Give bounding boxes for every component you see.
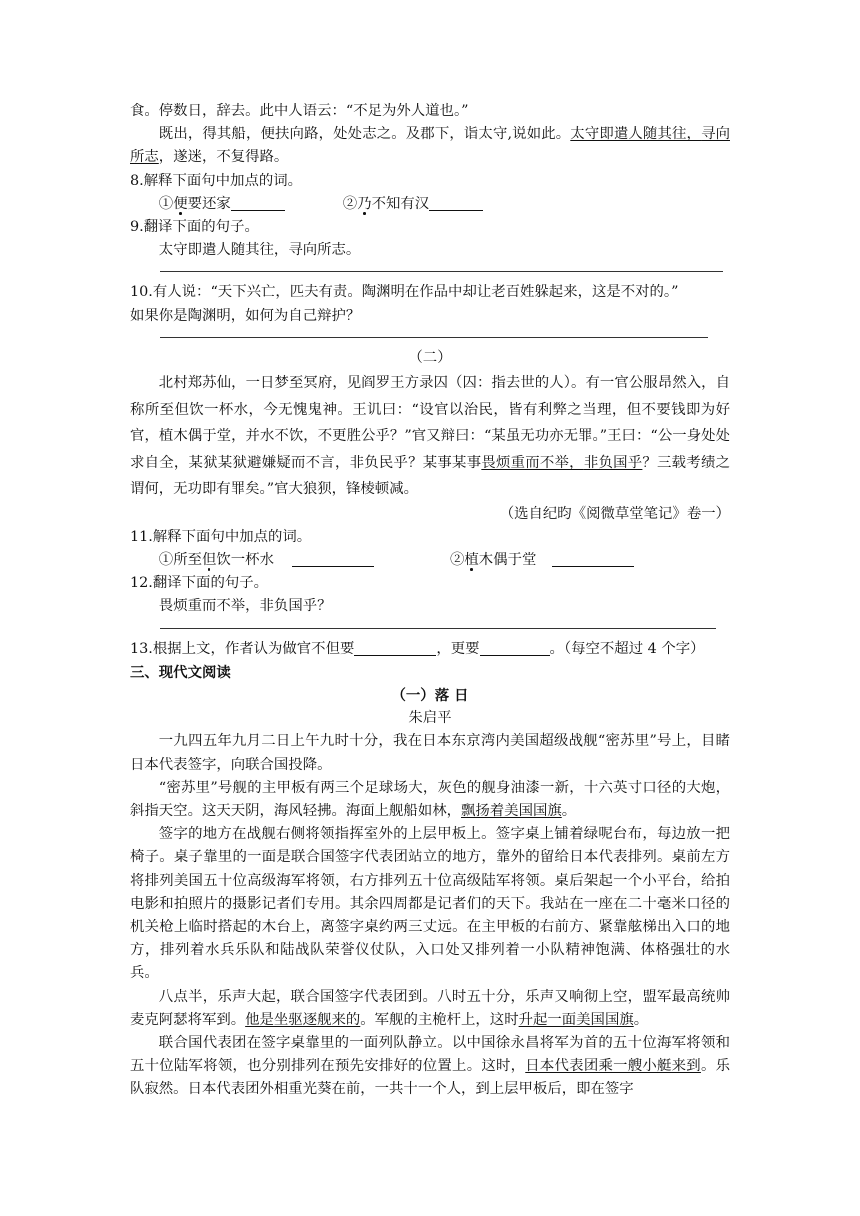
question-11: 11.解释下面句中加点的词。 xyxy=(130,528,312,545)
item-text: 木偶于堂 xyxy=(478,551,537,568)
text-span: ，遂迷，不复得路。 xyxy=(158,149,289,166)
passage-2 xyxy=(130,370,730,503)
underlined-text: 太守即遣人随其往， xyxy=(570,126,702,143)
answer-line[interactable] xyxy=(160,337,708,338)
question-10: 10.有人说：“天下兴亡，匹夫有责。陶渊明在作品中却让老百姓躲起来，这是不对的。” xyxy=(130,284,679,301)
question-13 xyxy=(130,638,730,661)
underlined-text: 畏烦重而不举， xyxy=(481,454,584,471)
text-span: 北村郑苏仙，一日梦至冥府，见阎罗王方录囚（囚：指去世的人）。有一官公服昂然入，自称所至但饮一杯水，今无愧鬼神。王讥曰：“设官以治民，皆有利弊之当理，但不要钱即为好官，植木偶于堂，并水不饮，不更胜公乎？”官又辩曰：“某虽无功亦无罪。”王曰：“公一身处处求自全，某狱某狱避嫌疑而不言，非负民乎？某事某事 xyxy=(130,375,730,471)
item-text: 不知有汉 xyxy=(371,195,430,212)
question-12-sentence: 畏烦重而不举，非负国乎？ xyxy=(158,598,332,615)
item-number: ② xyxy=(342,195,358,212)
text-span: 。 xyxy=(633,1011,649,1028)
answer-line[interactable] xyxy=(160,628,716,629)
item-number: ② xyxy=(449,551,465,568)
dotted-word: 便 xyxy=(173,195,188,212)
question-8-items xyxy=(130,193,730,216)
question-9-sentence: 太守即遣人随其往，寻向所志。 xyxy=(158,242,361,259)
answer-blank[interactable] xyxy=(429,195,483,210)
text-span: “密苏里”号舰的主甲板有两三个足球场大，灰色的舰身油漆一新，十六英寸口径的大炮，斜指天空。这天天阴，海风轻拂。海面上舰船如林， xyxy=(130,779,730,819)
underlined-text: 飘扬着美国国旗 xyxy=(461,802,562,819)
item-text: ①所至 xyxy=(158,551,202,568)
text-span: ？三载考绩之谓何，无功即有罪矣。”官大狼狈，锋棱顿减。 xyxy=(130,454,730,498)
text-span: 。军舰的主桅杆上，这时 xyxy=(360,1011,519,1028)
underlined-text: 日本代表团乘一艘小艇来到 xyxy=(525,1058,701,1075)
document-page xyxy=(130,100,730,1102)
question-9: 9.翻译下面的句子。 xyxy=(130,219,259,236)
text-span: 。（每空不超过 4 个字） xyxy=(549,640,705,657)
answer-blank[interactable] xyxy=(292,552,374,567)
text-span: 13.根据上文，作者认为做官不但要 xyxy=(130,640,355,657)
article-paragraph: 签字的地方在战舰右侧将领指挥室外的上层甲板上。签字桌上铺着绿呢台布，每边放一把椅子。桌子靠里的一面是联合国签字代表团站立的地方，靠外的留给日本代表排列。桌前左方将排列美国五十位高级海军将领，右方排列五十位高级陆军将领。桌后架起一个小平台，给拍电影和拍照片的摄影记者们专用。其余四周都是记者们的天下。我站在一座在二十毫米口径的机关枪上临时搭起的木台上，离签字桌约两三丈远。在主甲板的右前方、紧靠舷梯出入口的地方，排列着水兵乐队和陆战队荣誉仪仗队，入口处又排列着一小队精神饱满、体格强壮的水兵。 xyxy=(130,826,730,982)
article-title: （一）落 日 xyxy=(391,686,469,704)
answer-blank[interactable] xyxy=(354,640,436,655)
passage-text: 食。停数日，辞去。此中人语云：“不足为外人道也。” xyxy=(130,103,469,119)
text-span: 既出，得其船，便扶向路，处处志之。及郡下，诣太守,说如此。 xyxy=(158,126,571,143)
article-paragraph: 一九四五年九月二日上午九时十分，我在日本东京湾内美国超级战舰“密苏里”号上，目睹日本代表签字，向联合国投降。 xyxy=(130,733,730,773)
underlined-text: 升起一面美国国旗 xyxy=(518,1011,634,1028)
underlined-text: 他是坐驱逐舰来的 xyxy=(245,1011,361,1028)
article-author: 朱启平 xyxy=(408,710,452,727)
question-8: 8.解释下面句中加点的词。 xyxy=(130,172,303,189)
article-paragraph xyxy=(130,1032,730,1102)
article-paragraph xyxy=(130,986,730,1032)
dotted-word: 植 xyxy=(464,551,479,568)
section-3-heading: 三、现代文阅读 xyxy=(130,663,231,681)
item-number: ① xyxy=(158,195,174,212)
text-span: 八点半，乐声大起，联合国签字代表团到。八时五十分，乐声又响彻上空，盟军最高统帅麦克阿瑟将军到。 xyxy=(130,988,730,1028)
text-span: 。 xyxy=(561,802,577,819)
text-span: 。乐队寂然。日本代表团外相重光葵在前，一共十一个人，到上层甲板后，即在签字 xyxy=(130,1058,730,1098)
answer-blank[interactable] xyxy=(480,640,550,655)
question-12: 12.翻译下面的句子。 xyxy=(130,575,269,592)
answer-line[interactable] xyxy=(160,271,723,272)
answer-blank[interactable] xyxy=(552,552,634,567)
text-span: ，更要 xyxy=(436,640,480,657)
section-2-heading: （二） xyxy=(408,349,452,366)
article-paragraph xyxy=(130,777,730,823)
question-10-cont: 如果你是陶渊明，如何为自己辩护？ xyxy=(130,307,361,324)
dotted-word: 乃 xyxy=(357,195,372,212)
source-note: （选自纪昀《阅微草堂笔记》卷一） xyxy=(499,505,730,522)
text-span: 联合国代表团在签字桌靠里的一面列队静立。以中国徐永昌将军为首的五十位海军将领和五十位陆军将领，也分别排列在预先安排好的位置上。这时， xyxy=(130,1035,730,1075)
item-text: 饮一杯水 xyxy=(216,551,274,568)
item-text: 要还家 xyxy=(187,195,231,212)
underlined-text: 非负国乎 xyxy=(583,454,643,471)
answer-blank[interactable] xyxy=(231,195,285,210)
underlined-text: 寻向所志 xyxy=(130,126,730,166)
question-11-items xyxy=(130,549,730,572)
dotted-word: 但 xyxy=(201,551,217,568)
passage-text xyxy=(130,123,730,169)
